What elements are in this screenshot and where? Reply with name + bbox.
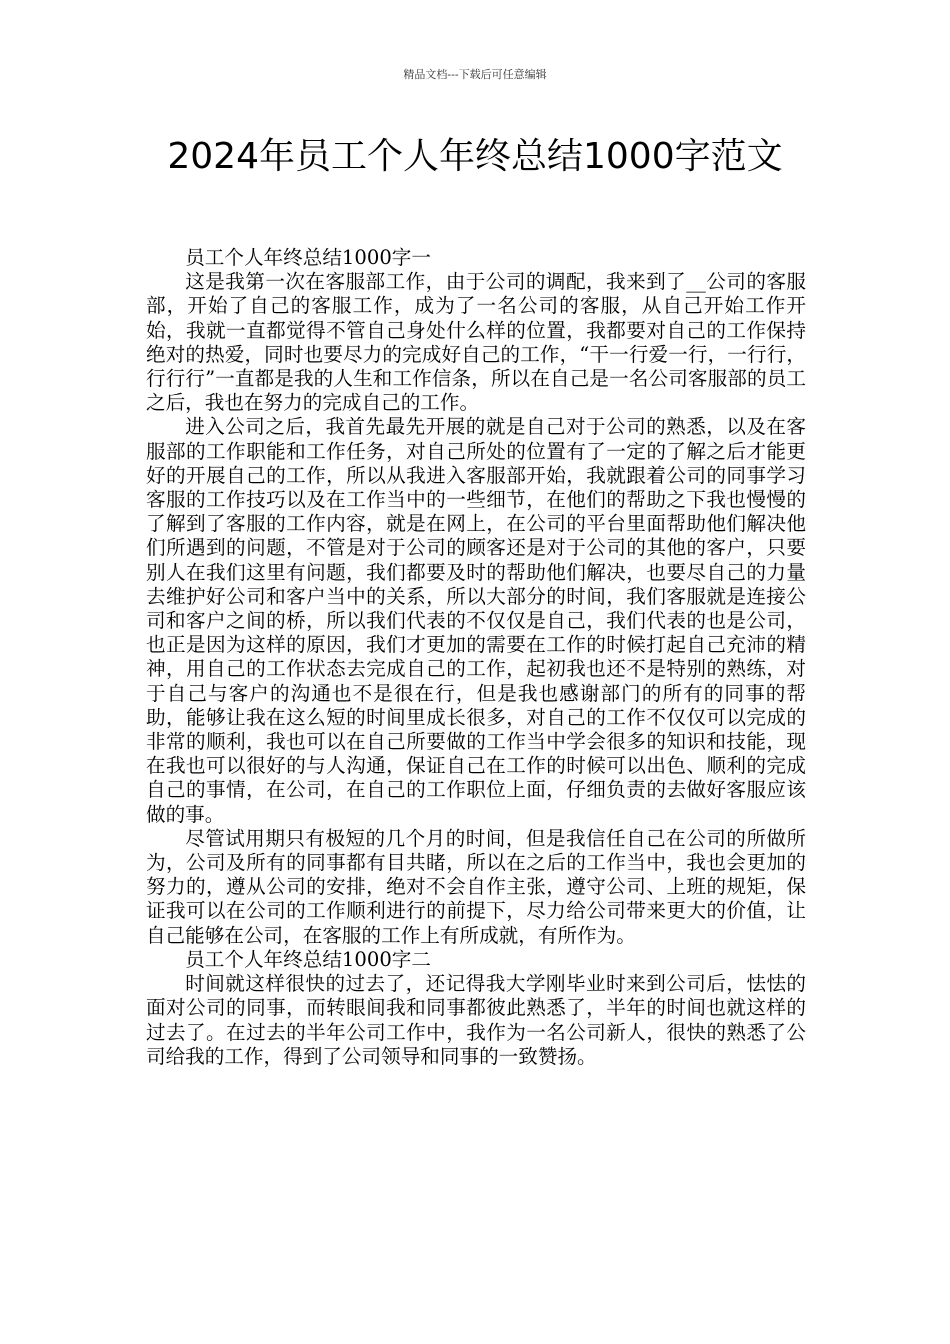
page-header: 精品文档---下载后可任意编辑 <box>403 68 547 81</box>
document-title: 2024年员工个人年终总结1000字范文 <box>167 136 783 177</box>
paragraph: 尽管试用期只有极短的几个月的时间，但是我信任自己在公司的所做所为，公司及所有的同事都有目共睹，所以在之后的工作当中，我也会更加的努力的，遵从公司的安排，绝对不会自作主张，遵守公司、上班的规矩，保证我可以在公司的工作顺利进行的前提下，尽力给公司带来更大的价值，让自己能够在公司，在客服的工作上有所成就，有所作为。 <box>146 826 806 947</box>
section-heading-2: 员工个人年终总结1000字二 <box>185 947 431 971</box>
paragraph: 时间就这样很快的过去了，还记得我大学刚毕业时来到公司后，怯怯的面对公司的同事，而转眼间我和同事都彼此熟悉了，半年的时间也就这样的过去了。在过去的半年公司工作中，我作为一名公司新人，很快的熟悉了公司给我的工作，得到了公司领导和同事的一致赞扬。 <box>146 972 806 1068</box>
paragraph: 这是我第一次在客服部工作，由于公司的调配，我来到了__公司的客服部，开始了自己的客服工作，成为了一名公司的客服，从自己开始工作开始，我就一直都觉得不管自己身处什么样的位置，我都要对自己的工作保持绝对的热爱，同时也要尽力的完成好自己的工作，“干一行爱一行，一行行，行行行”一直都是我的人生和工作信条，所以在自己是一名公司客服部的员工之后，我也在努力的完成自己的工作。 <box>146 270 806 415</box>
section-heading-1: 员工个人年终总结1000字一 <box>185 246 431 269</box>
document-body <box>146 246 806 1069</box>
paragraph: 进入公司之后，我首先最先开展的就是自己对于公司的熟悉，以及在客服部的工作职能和工作任务，对自己所处的位置有了一定的了解之后才能更好的开展自己的工作，所以从我进入客服部开始，我就跟着公司的同事学习客服的工作技巧以及在工作当中的一些细节，在他们的帮助之下我也慢慢的了解到了客服的工作内容，就是在网上，在公司的平台里面帮助他们解决他们所遇到的问题，不管是对于公司的顾客还是对于公司的其他的客户，只要别人在我们这里有问题，我们都要及时的帮助他们解决，也要尽自己的力量去维护好公司和客户当中的关系，所以大部分的时间，我们客服就是连接公司和客户之间的桥，所以我们代表的不仅仅是自己，我们代表的也是公司，也正是因为这样的原因，我们才更加的需要在工作的时候打起自己充沛的精神，用自己的工作状态去完成自己的工作，起初我也还不是特别的熟练，对于自己与客户的沟通也不是很在行，但是我也感谢部门的所有的同事的帮助，能够让我在这么短的时间里成长很多，对自己的工作不仅仅可以完成的非常的顺利，我也可以在自己所要做的工作当中学会很多的知识和技能，现在我也可以很好的与人沟通，保证自己在工作的时候可以出色、顺利的完成自己的事情，在公司，在自己的工作职位上面，仔细负责的去做好客服应该做的事。 <box>146 415 806 826</box>
